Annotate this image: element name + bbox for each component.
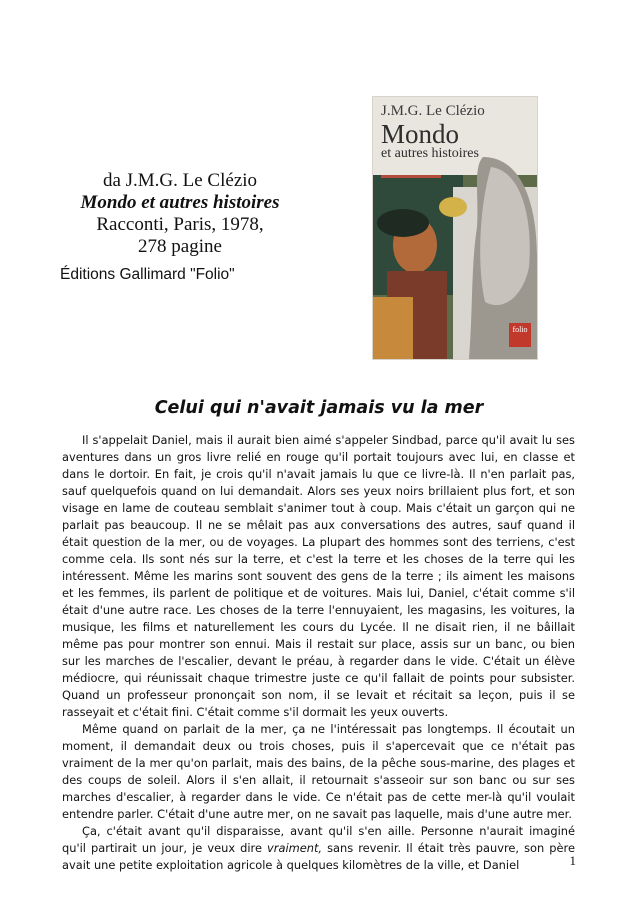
page-number: 1 [569,853,576,868]
book-cover-image [372,96,538,360]
book-pages: 278 pagine [138,236,222,257]
cover-subtitle: et autres histoires [381,146,479,161]
paragraph: Il s'appelait Daniel, mais il aurait bien aimé s'appeler Sindbad, parce qu'il avait lu ses aventures dans un gros livre relié en rouge qu'il portait toujours avec lui, en classe et dans le dortoir. En fait, je crois qu'il n'avait jamais lu que ce livre-là. Il n'en parlait pas, sauf quelquefois quand on lui demandait. Alors ses yeux noirs brillaient plus fort, et son visage en lame de couteau semblait s'animer tout à coup. Mais c'était un garçon qui ne parlait pas beaucoup. Il ne se mêlait pas aux conversations des autres, sauf quand il était question de la mer, ou de voyages. La plupart des hommes sont des terriens, c'est comme cela. Ils sont nés sur la terre, et c'est la terre et les choses de la terre qui les intéressent. Même les marins sont souvent des gens de la terre ; ils aiment les maisons et les femmes, ils parlent de politique et de voitures. Mais lui, Daniel, c'était comme s'il était d'une autre race. Les choses de la terre l'ennuyaient, les magasins, les voitures, la musique, les films et naturellement les cours du Lycée. Il ne disait rien, il ne bâillait même pas pour montrer son ennui. Mais il restait sur place, assis sur un banc, ou bien sur les marches de l'escalier, devant le préau, à regarder dans le vide. C'était un élève médiocre, qui réunissait chaque trimestre juste ce qu'il fallait de points pour subsister. Quand un professeur prononçait son nom, il se levait et récitait sa leçon, puis il se rasseyait et c'était fini. C'était comme s'il dormait les yeux ouverts. [62,433,575,719]
paragraph-text: Ça, c'était avant qu'il disparaisse, avant qu'il s'en aille. Personne n'aurait imaginé qu'il partirait un jour, je veux dire [62,824,575,855]
author-line: da J.M.G. Le Clézio [102,170,258,191]
paragraph-text: sans revenir. Il était très pauvre, son père avait une petite exploitation agricole à quelques kilomètres de la ville, et Daniel [62,841,575,872]
book-details: Racconti, Paris, 1978, [96,214,264,235]
folio-logo: folio [509,323,531,347]
book-info [60,170,300,286]
book-title: Mondo et autres histoires [80,192,280,213]
book-publisher: Éditions Gallimard "Folio" [60,266,235,283]
paragraph [62,823,575,874]
paragraph: Même quand on parlait de la mer, ça ne l'intéressait pas longtemps. Il écoutait un moment, il demandait deux ou trois choses, puis il s'apercevait que ce n'était pas vraiment de la mer qu'on parlait, mais des bains, de la pêche sous-marine, des plages et des coups de soleil. Alors il s'en allait, il retournait s'asseoir sur son banc ou sur ses marches d'escalier, à regarder dans le vide. Ce n'était pas de cette mer-là qu'il voulait entendre parler. C'était d'une autre mer, on ne savait pas laquelle, mais d'une autre mer. [62,722,575,821]
cover-title: Mondo [381,119,460,149]
story-body [62,432,575,874]
cover-rule [381,175,441,178]
story-title: Celui qui n'avait jamais vu la mer [154,398,484,418]
emphasis-text: vraiment, [267,841,323,855]
cover-author: J.M.G. Le Clézio [381,103,485,119]
